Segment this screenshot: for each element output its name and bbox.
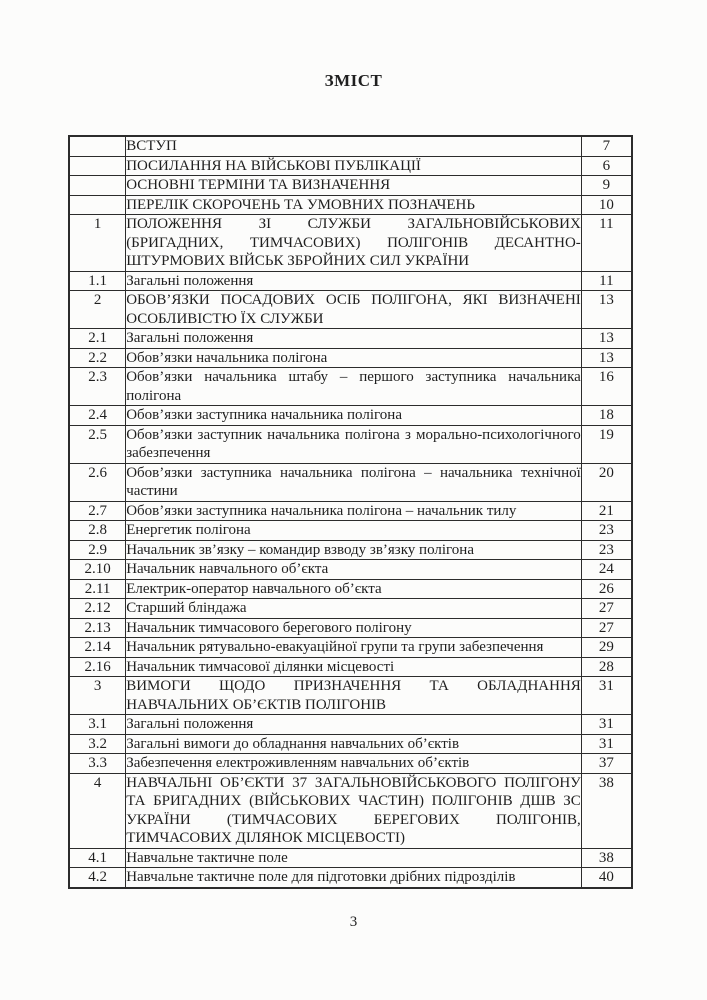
toc-row-number [69,136,126,156]
toc-row-page: 9 [581,176,632,196]
toc-row-number: 4.1 [69,848,126,868]
toc-row-number: 4 [69,773,126,848]
toc-row-number: 3.1 [69,715,126,735]
page-title: ЗМІСТ [324,71,383,90]
toc-row-number: 2.8 [69,521,126,541]
table-row [69,136,632,156]
toc-row-number: 4.2 [69,868,126,888]
toc-row-page: 26 [581,579,632,599]
toc-row-page: 23 [581,521,632,541]
toc-table [68,135,633,889]
toc-row-number: 2.7 [69,501,126,521]
toc-row-number: 3.2 [69,734,126,754]
table-row [69,657,632,677]
toc-row-title: Енергетик полігона [126,521,582,541]
toc-row-page: 24 [581,560,632,580]
table-row [69,754,632,774]
table-row [69,521,632,541]
toc-row-title: Забезпечення електроживленням навчальних об’єктів [126,754,582,774]
table-row [69,329,632,349]
toc-row-number: 2.13 [69,618,126,638]
toc-row-page: 19 [581,425,632,463]
toc-row-page: 31 [581,715,632,735]
toc-row-title: Обов’язки заступника начальника полігона – начальника технічної частини [126,464,581,499]
table-row [69,638,632,658]
toc-row-title: Обов’язки начальника штабу – першого заступника начальника полігона [126,369,581,404]
toc-row-title: Начальник тимчасової ділянки місцевості [126,657,582,677]
toc-row-number: 2.9 [69,540,126,560]
toc-row-page: 10 [581,195,632,215]
toc-row-title: Загальні положення [126,329,582,349]
table-row [69,156,632,176]
toc-row-number: 1 [69,215,126,272]
toc-row-title: ПЕРЕЛІК СКОРОЧЕНЬ ТА УМОВНИХ ПОЗНАЧЕНЬ [126,195,582,215]
table-row [69,368,632,406]
toc-row-number [69,156,126,176]
toc-row-number: 2.3 [69,368,126,406]
table-row [69,848,632,868]
toc-row-page: 40 [581,868,632,888]
footer-page-number: 3 [349,913,358,930]
toc-row-title: Загальні положення [126,271,582,291]
toc-row-page: 20 [581,463,632,501]
toc-row-number: 2.5 [69,425,126,463]
toc-row-page: 23 [581,540,632,560]
table-row [69,348,632,368]
toc-row-title: ПОЛОЖЕННЯ ЗІ СЛУЖБИ ЗАГАЛЬНОВІЙСЬКОВИХ (БРИГАДНИХ, ТИМЧАСОВИХ) ПОЛІГОНІВ ДЕСАНТНО-ШТУРМОВИХ ВІЙСЬК ЗБРОЙНИХ СИЛ УКРАЇНИ [126,216,581,269]
toc-row-number: 2.11 [69,579,126,599]
toc-row-number: 2.16 [69,657,126,677]
toc-row-title: ОБОВ’ЯЗКИ ПОСАДОВИХ ОСІБ ПОЛІГОНА, ЯКІ ВИЗНАЧЕНІ ОСОБЛИВІСТЮ ЇХ СЛУЖБИ [126,292,581,327]
toc-row-title: Навчальне тактичне поле для підготовки дрібних підрозділів [126,868,582,888]
toc-row-page: 28 [581,657,632,677]
toc-row-page: 31 [581,677,632,715]
table-row [69,215,632,272]
toc-row-number [69,195,126,215]
table-row [69,291,632,329]
toc-row-page: 38 [581,773,632,848]
table-row [69,560,632,580]
toc-row-page: 29 [581,638,632,658]
toc-row-title: Загальні положення [126,715,582,735]
toc-row-title: Загальні вимоги до обладнання навчальних об’єктів [126,734,582,754]
toc-row-number: 2.2 [69,348,126,368]
toc-row-number [69,176,126,196]
table-row [69,618,632,638]
table-row [69,715,632,735]
toc-row-title: Старший бліндажа [126,599,582,619]
toc-row-page: 11 [581,271,632,291]
toc-row-title: ВИМОГИ ЩОДО ПРИЗНАЧЕННЯ ТА ОБЛАДНАННЯ НАВЧАЛЬНИХ ОБ’ЄКТІВ ПОЛІГОНІВ [126,678,581,713]
toc-row-number: 2.12 [69,599,126,619]
toc-table-body [69,136,632,888]
toc-row-title: НАВЧАЛЬНІ ОБ’ЄКТИ 37 ЗАГАЛЬНОВІЙСЬКОВОГО ПОЛІГОНУ ТА БРИГАДНИХ (ВІЙСЬКОВИХ ЧАСТИН) ПОЛІГОНІВ ДШВ ЗС УКРАЇНИ (ТИМЧАСОВИХ БЕРЕГОВИХ ПОЛІГОНІВ, ТИМЧАСОВИХ ДІЛЯНОК МІСЦЕВОСТІ) [126,774,581,846]
toc-row-page: 13 [581,291,632,329]
toc-row-title: Навчальне тактичне поле [126,848,582,868]
toc-row-page: 21 [581,501,632,521]
toc-row-page: 38 [581,848,632,868]
toc-row-page: 13 [581,329,632,349]
table-row [69,677,632,715]
toc-row-number: 2.14 [69,638,126,658]
toc-row-title: Начальник тимчасового берегового полігону [126,618,582,638]
toc-row-title: Обов’язки заступник начальника полігона з морально-психологічного забезпечення [126,426,581,461]
toc-row-page: 27 [581,618,632,638]
toc-row-page: 18 [581,406,632,426]
table-row [69,734,632,754]
toc-row-page: 27 [581,599,632,619]
toc-row-title: Начальник рятувально-евакуаційної групи та групи забезпечення [126,638,582,658]
toc-row-title: ВСТУП [126,136,582,156]
toc-row-title: Обов’язки начальника полігона [126,348,582,368]
toc-row-page: 13 [581,348,632,368]
toc-row-page: 11 [581,215,632,272]
table-row [69,579,632,599]
toc-row-page: 37 [581,754,632,774]
toc-row-number: 2.4 [69,406,126,426]
table-row [69,195,632,215]
table-row [69,176,632,196]
toc-row-title: ОСНОВНІ ТЕРМІНИ ТА ВИЗНАЧЕННЯ [126,176,582,196]
toc-row-title: ПОСИЛАННЯ НА ВІЙСЬКОВІ ПУБЛІКАЦІЇ [126,156,582,176]
toc-row-page: 16 [581,368,632,406]
toc-row-number: 1.1 [69,271,126,291]
toc-row-number: 2 [69,291,126,329]
toc-row-title: Обов’язки заступника начальника полігона [126,406,582,426]
table-row [69,271,632,291]
table-row [69,773,632,848]
toc-row-number: 2.1 [69,329,126,349]
table-row [69,540,632,560]
toc-row-number: 3 [69,677,126,715]
toc-row-number: 3.3 [69,754,126,774]
toc-row-page: 6 [581,156,632,176]
table-row [69,425,632,463]
toc-row-title: Обов’язки заступника начальника полігона – начальник тилу [126,501,582,521]
toc-row-number: 2.10 [69,560,126,580]
toc-row-title: Начальник навчального об’єкта [126,560,582,580]
table-row [69,599,632,619]
table-row [69,868,632,888]
toc-row-number: 2.6 [69,463,126,501]
toc-row-page: 7 [581,136,632,156]
toc-row-title: Електрик-оператор навчального об’єкта [126,579,582,599]
toc-row-page: 31 [581,734,632,754]
table-row [69,406,632,426]
toc-row-title: Начальник зв’язку – командир взводу зв’язку полігона [126,540,582,560]
table-row [69,463,632,501]
table-row [69,501,632,521]
